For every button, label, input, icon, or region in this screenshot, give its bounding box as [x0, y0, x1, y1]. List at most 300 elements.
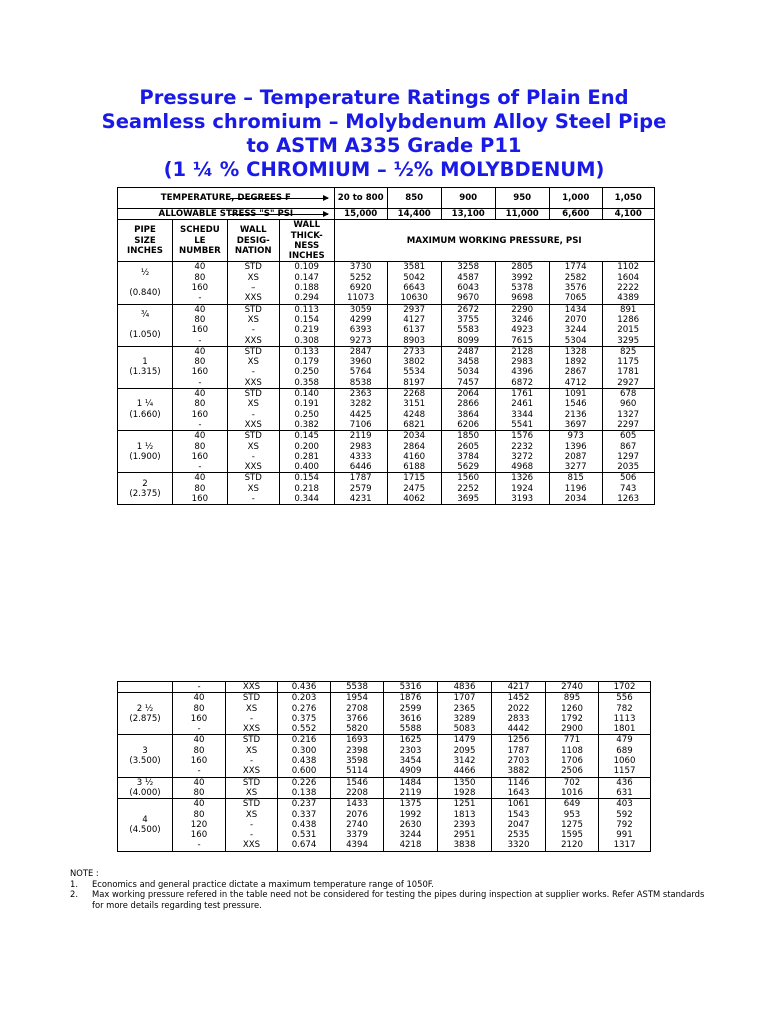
table-column-cell — [602, 473, 654, 505]
table-cell-value: 0.237 — [291, 799, 317, 810]
table-cell-value: 1928 — [453, 787, 476, 798]
note-number: 1. — [70, 878, 78, 889]
table-cell-value: 1263 — [617, 494, 640, 505]
pipe-size-group-row — [118, 735, 651, 777]
table-cell-value: 3379 — [346, 830, 368, 841]
table-column-cell — [173, 682, 226, 693]
table-column-cell — [334, 262, 387, 304]
table-cell-value: 3992 — [511, 272, 534, 283]
table-cell-value: 689 — [616, 745, 633, 756]
table-cell-value: 160 — [190, 756, 208, 767]
table-column-cell — [441, 389, 495, 431]
table-cell-value: 1801 — [613, 724, 636, 735]
table-column-cell — [279, 473, 334, 505]
table-cell-value: 80 — [193, 809, 205, 820]
table-column-cell — [549, 262, 602, 304]
table-cell-value: 160 — [190, 713, 208, 724]
table-cell-value: 4299 — [349, 314, 372, 325]
table-cell-value: 1434 — [564, 304, 587, 315]
table-column-cell — [334, 389, 387, 431]
temperature-value: 950 — [495, 188, 549, 209]
table-cell-value: STD — [244, 262, 262, 273]
table-column-cell — [602, 304, 654, 346]
table-cell-value: XXS — [244, 419, 262, 430]
table-cell-value: 5588 — [399, 724, 422, 735]
table-cell-value: 160 — [190, 830, 208, 841]
table-cell-value: XXS — [244, 335, 262, 346]
table-cell-value: 2303 — [399, 745, 422, 756]
table-cell-value: 3454 — [399, 756, 422, 767]
table-cell-value: 0.179 — [294, 357, 320, 368]
table-cell-value: 4836 — [453, 682, 476, 692]
table-cell-value: XS — [247, 441, 259, 452]
table-cell-value: - — [251, 367, 255, 378]
table-cell-value: 1924 — [511, 483, 534, 494]
table-cell-value: 1715 — [403, 473, 426, 484]
table-cell-value: 4396 — [511, 367, 534, 378]
table-cell-value: - — [198, 293, 202, 304]
table-cell-value: - — [198, 377, 202, 388]
table-cell-value: 40 — [193, 735, 205, 746]
table-cell-value: 8099 — [457, 335, 480, 346]
pipe-size-group-row — [118, 682, 651, 693]
table-cell-value: 436 — [616, 777, 633, 788]
table-cell-value: 6446 — [349, 462, 372, 473]
table-cell-value: 0.552 — [291, 724, 317, 735]
stress-value: 13,100 — [441, 209, 495, 220]
table-cell-value: 3244 — [564, 325, 587, 336]
table-column-cell — [331, 777, 384, 799]
table-cell-value: 4127 — [403, 314, 426, 325]
table-cell-value: 0.154 — [294, 473, 320, 484]
table-cell-value: 895 — [563, 693, 581, 704]
table-cell-value: 2599 — [399, 703, 422, 714]
table-cell-value: 3766 — [346, 713, 368, 724]
table-cell-value: 4160 — [403, 451, 426, 462]
table-column-cell — [495, 346, 549, 388]
table-cell-value: 5538 — [346, 682, 368, 692]
pipe-size-group-row — [118, 304, 655, 346]
table-cell-value: STD — [244, 431, 262, 442]
table-column-cell — [387, 346, 441, 388]
table-cell-value: 40 — [194, 389, 206, 400]
table-column-cell — [438, 735, 492, 777]
table-cell-value: 3344 — [511, 409, 534, 420]
table-cell-value: - — [251, 325, 255, 336]
table-cell-value: 4389 — [617, 293, 640, 304]
table-cell-value: 702 — [563, 777, 581, 788]
table-cell-value: 3960 — [349, 357, 372, 368]
table-cell-value: 0.400 — [294, 462, 320, 473]
note-item — [70, 879, 710, 890]
table-cell-value: 479 — [616, 735, 633, 746]
table-cell-value: 3277 — [564, 462, 587, 473]
table-cell-value: 0.188 — [294, 283, 320, 294]
title-line: Seamless chromium – Molybdenum Alloy Steel Pipe — [101, 110, 667, 133]
table-column-cell — [438, 799, 492, 851]
table-cell-value: 8903 — [403, 335, 426, 346]
table-cell-value: 0.109 — [294, 262, 320, 273]
table-column-cell — [495, 389, 549, 431]
table-cell-value: 815 — [567, 473, 584, 484]
table-cell-value: 7615 — [511, 335, 534, 346]
pipe-size-group-row — [118, 346, 655, 388]
table-column-cell — [549, 389, 602, 431]
table-cell-value: 403 — [616, 799, 633, 810]
pipe-size-cell — [118, 735, 173, 777]
table-cell-value: 2506 — [561, 766, 583, 777]
table-cell-value: 2703 — [507, 756, 530, 767]
pipe-size-cell — [118, 431, 173, 473]
table-cell-value: 160 — [191, 325, 209, 336]
table-cell-value: 2733 — [403, 346, 426, 357]
table-column-cell — [173, 799, 226, 851]
table-cell-value: 1375 — [399, 799, 422, 810]
table-column-cell — [331, 682, 384, 693]
pipe-size-text — [118, 682, 172, 692]
pipe-size-group-row — [118, 473, 655, 505]
table-cell-value: 0.113 — [294, 304, 320, 315]
table-cell-value: 2119 — [399, 787, 422, 798]
table-cell-value: 2034 — [403, 431, 426, 442]
table-cell-value: 2867 — [564, 367, 587, 378]
notes-heading: NOTE : — [70, 868, 99, 878]
table-cell-value: 825 — [620, 346, 637, 357]
temperature-value: 900 — [441, 188, 495, 209]
table-cell-value: 2866 — [457, 399, 480, 410]
table-cell-value: 1061 — [507, 799, 530, 810]
table-cell-value: 891 — [620, 304, 637, 315]
table-cell-value: 556 — [616, 693, 633, 704]
table-cell-value: - — [251, 451, 255, 462]
table-cell-value: 1286 — [617, 314, 640, 325]
table-cell-value: 2582 — [564, 272, 587, 283]
table-cell-value: 0.337 — [291, 809, 317, 820]
table-cell-value: 80 — [194, 314, 206, 325]
table-cell-value: 1157 — [613, 766, 636, 777]
arrow-right-icon — [230, 198, 328, 199]
table-cell-value: 5541 — [511, 419, 534, 430]
table-cell-value: 3258 — [457, 262, 480, 273]
table-cell-value: 80 — [193, 745, 205, 756]
table-column-cell — [173, 693, 226, 735]
table-column-cell — [387, 389, 441, 431]
table-cell-value: 867 — [620, 441, 637, 452]
pipe-size-text: 1 — [142, 357, 148, 368]
table-cell-value: 1560 — [457, 473, 480, 484]
table-cell-value: 1060 — [613, 756, 636, 767]
title-line: (1 ¼ % CHROMIUM – ½% MOLYBDENUM) — [163, 158, 605, 181]
table-cell-value: 1813 — [453, 809, 476, 820]
pipe-size-header: PIPE SIZE INCHES — [118, 220, 173, 262]
table-cell-value: 40 — [193, 693, 205, 704]
table-cell-value: 80 — [194, 483, 206, 494]
table-cell-value: 3576 — [564, 283, 587, 294]
table-cell-value: 40 — [194, 431, 206, 442]
table-cell-value: 2579 — [349, 483, 372, 494]
table-cell-value: 6643 — [403, 283, 426, 294]
table-cell-value: 40 — [194, 473, 206, 484]
table-cell-value: 0.140 — [294, 389, 320, 400]
pipe-size-group-row — [118, 431, 655, 473]
table-cell-value: 10630 — [400, 293, 428, 304]
table-column-cell — [549, 431, 602, 473]
table-cell-value: XS — [247, 483, 259, 494]
table-cell-value: XS — [245, 745, 258, 756]
table-cell-value: 1876 — [399, 693, 422, 704]
pipe-size-text: (4.500) — [129, 825, 161, 835]
table-cell-value: 9273 — [349, 335, 372, 346]
table-cell-value: 0.216 — [291, 735, 317, 746]
stress-value: 11,000 — [495, 209, 549, 220]
table-cell-value: 1102 — [617, 262, 640, 273]
table-cell-value: 80 — [194, 272, 206, 283]
table-cell-value: 743 — [620, 483, 637, 494]
table-column-cell — [334, 304, 387, 346]
table-cell-value: 160 — [191, 367, 209, 378]
pipe-size-group-row — [118, 693, 651, 735]
table-cell-value: 4217 — [507, 682, 530, 692]
table-cell-value: 1546 — [346, 777, 368, 788]
table-column-cell — [278, 799, 331, 851]
table-column-cell — [599, 735, 651, 777]
table-cell-value: 1787 — [507, 745, 530, 756]
arrow-right-icon — [230, 214, 328, 215]
table-column-cell — [438, 777, 492, 799]
pipe-size-text: 2 ½ — [136, 703, 154, 714]
table-cell-value: STD — [244, 346, 262, 357]
table-cell-value: 3246 — [511, 314, 534, 325]
table-cell-value: 2805 — [511, 262, 534, 273]
table-cell-value: 3289 — [453, 713, 476, 724]
pipe-size-text: (2.375) — [129, 488, 161, 499]
table-cell-value: 3755 — [457, 314, 480, 325]
table-cell-value: - — [197, 724, 201, 735]
table-cell-value: 2740 — [561, 682, 583, 692]
table-cell-value: 1113 — [613, 713, 636, 724]
table-cell-value: 2363 — [349, 389, 372, 400]
table-cell-value: 2015 — [617, 325, 640, 336]
table-cell-value: 1595 — [561, 830, 583, 841]
table-cell-value: XS — [245, 703, 258, 714]
table-cell-value: 1702 — [613, 682, 636, 692]
table-cell-value: 3272 — [511, 451, 534, 462]
table-cell-value: 3151 — [403, 399, 426, 410]
table-cell-value: 2087 — [564, 451, 587, 462]
table-cell-value: 1954 — [346, 693, 368, 704]
table-cell-value: 7106 — [349, 419, 372, 430]
table-cell-value: 1326 — [511, 473, 534, 484]
pipe-size-text: (4.000) — [129, 787, 161, 798]
table-cell-value: 1707 — [453, 693, 476, 704]
table-cell-value: 1175 — [617, 357, 640, 368]
table-cell-value: 2535 — [507, 830, 530, 841]
table-cell-value: 80 — [194, 357, 206, 368]
table-cell-value: 2951 — [453, 830, 476, 841]
table-cell-value: 1328 — [564, 346, 587, 357]
table-cell-value: 0.250 — [294, 409, 320, 420]
table-cell-value: 0.200 — [294, 441, 320, 452]
table-cell-value: 40 — [193, 777, 205, 788]
max-pressure-header: MAXIMUM WORKING PRESSURE, PSI — [334, 220, 654, 262]
table-cell-value: 3784 — [457, 451, 480, 462]
table-cell-value: 2034 — [564, 494, 587, 505]
table-cell-value: 1297 — [617, 451, 640, 462]
table-cell-value: 2222 — [617, 283, 640, 294]
table-column-cell — [384, 777, 438, 799]
table-cell-value: 2095 — [453, 745, 476, 756]
table-cell-value: XS — [247, 314, 259, 325]
table-cell-value: 80 — [193, 787, 205, 798]
table-cell-value: 40 — [194, 346, 206, 357]
table-cell-value: 0.147 — [294, 272, 320, 283]
table-cell-value: XS — [247, 272, 259, 283]
temperature-value: 1,050 — [602, 188, 654, 209]
table-cell-value: 1992 — [399, 809, 422, 820]
table-column-cell — [278, 682, 331, 693]
table-cell-value: 40 — [194, 304, 206, 315]
table-cell-value: 592 — [616, 809, 633, 820]
table-column-cell — [173, 346, 228, 388]
table-cell-value: 2076 — [346, 809, 368, 820]
note-item — [70, 889, 710, 910]
table-cell-value: 1543 — [507, 809, 530, 820]
table-body — [118, 262, 655, 505]
table-cell-value: 4231 — [349, 494, 372, 505]
table-cell-value: 0.203 — [291, 693, 317, 704]
table-column-cell — [387, 473, 441, 505]
table-cell-value: 5316 — [399, 682, 422, 692]
table-cell-value: 0.138 — [291, 787, 317, 798]
table-column-cell — [599, 777, 651, 799]
table-cell-value: 5034 — [457, 367, 480, 378]
table-cell-value: 4333 — [349, 451, 372, 462]
table-cell-value: 5114 — [346, 766, 368, 777]
pipe-size-group-row — [118, 799, 651, 851]
pipe-size-text: (1.660) — [129, 409, 161, 420]
pipe-size-text — [118, 278, 172, 288]
table-column-cell — [492, 682, 546, 693]
table-column-cell — [278, 777, 331, 799]
stress-value: 6,600 — [549, 209, 602, 220]
table-cell-value: 5764 — [349, 367, 372, 378]
schedule-header: SCHEDU LE NUMBER — [173, 220, 228, 262]
table-column-cell — [173, 473, 228, 505]
table-cell-value: XXS — [244, 462, 262, 473]
table-column-cell — [438, 682, 492, 693]
table-cell-value: 1576 — [511, 431, 534, 442]
table-cell-value: 120 — [190, 819, 208, 830]
table-column-cell — [549, 346, 602, 388]
table-column-cell — [278, 693, 331, 735]
table-column-cell — [226, 777, 278, 799]
table-cell-value: - — [249, 830, 254, 841]
table-cell-value: - — [198, 335, 202, 346]
table-cell-value: 2070 — [564, 314, 587, 325]
table-cell-value: 3695 — [457, 494, 480, 505]
table-cell-value: 2927 — [617, 377, 640, 388]
table-cell-value: 5629 — [457, 462, 480, 473]
table-cell-value: 0.154 — [294, 314, 320, 325]
pipe-size-text: 2 — [142, 478, 148, 489]
table-cell-value: 1350 — [453, 777, 476, 788]
temperature-label: TEMPERATURE, DEGREES F — [160, 192, 291, 203]
table-cell-value: XXS — [244, 377, 262, 388]
document-title — [0, 86, 768, 182]
table-cell-value: 6821 — [403, 419, 426, 430]
table-cell-value: XS — [247, 357, 259, 368]
table-cell-value: 4248 — [403, 409, 426, 420]
table-cell-value: 6393 — [349, 325, 372, 336]
notes-section — [70, 868, 710, 910]
table-column-cell — [384, 799, 438, 851]
table-cell-value: 1761 — [511, 389, 534, 400]
pipe-size-cell — [118, 346, 173, 388]
pipe-size-group-row — [118, 777, 651, 799]
table-column-cell — [549, 473, 602, 505]
table-cell-value: 1317 — [613, 840, 636, 851]
table-cell-value: 0.375 — [291, 713, 317, 724]
table-cell-value: 1892 — [564, 357, 587, 368]
table-cell-value: 2393 — [453, 819, 476, 830]
table-column-cell — [173, 431, 228, 473]
table-cell-value: 6043 — [457, 283, 480, 294]
stress-value: 14,400 — [387, 209, 441, 220]
table-body — [118, 682, 651, 852]
table-column-cell — [173, 389, 228, 431]
table-cell-value: 0.600 — [291, 766, 317, 777]
table-cell-value: - — [249, 819, 254, 830]
table-cell-value: - — [197, 682, 201, 692]
table-cell-value: 2047 — [507, 819, 530, 830]
table-cell-value: 2365 — [453, 703, 476, 714]
table-cell-value: 1850 — [457, 431, 480, 442]
table-cell-value: 1196 — [564, 483, 587, 494]
table-column-cell — [549, 304, 602, 346]
table-column-cell — [438, 693, 492, 735]
pipe-size-cell — [118, 304, 173, 346]
table-cell-value: 4394 — [346, 840, 368, 851]
table-cell-value: 2268 — [403, 389, 426, 400]
table-column-cell — [441, 431, 495, 473]
table-cell-value: 0.218 — [294, 483, 320, 494]
table-cell-value: 0.133 — [294, 346, 320, 357]
table-cell-value: 1396 — [564, 441, 587, 452]
pipe-size-text: (1.900) — [129, 451, 161, 462]
table-column-cell — [227, 473, 279, 505]
table-column-cell — [387, 431, 441, 473]
table-cell-value: 5378 — [511, 283, 534, 294]
table-cell-value: 1693 — [346, 735, 368, 746]
title-line: to ASTM A335 Grade P11 — [246, 134, 522, 157]
table-cell-value: 3730 — [349, 262, 372, 273]
table-column-cell — [387, 304, 441, 346]
table-cell-value: 0.382 — [294, 419, 320, 430]
table-cell-value: 2035 — [617, 462, 640, 473]
table-cell-value: 506 — [620, 473, 637, 484]
table-column-cell — [227, 262, 279, 304]
table-cell-value: 782 — [616, 703, 633, 714]
table-cell-value: 0.250 — [294, 367, 320, 378]
table-cell-value: 4587 — [457, 272, 480, 283]
table-column-cell — [387, 262, 441, 304]
temperature-value: 1,000 — [549, 188, 602, 209]
pipe-size-text: (3.500) — [129, 756, 161, 767]
table-cell-value: 7065 — [564, 293, 587, 304]
table-column-cell — [334, 431, 387, 473]
table-cell-value: XS — [247, 399, 259, 410]
table-cell-value: 0.358 — [294, 377, 320, 388]
